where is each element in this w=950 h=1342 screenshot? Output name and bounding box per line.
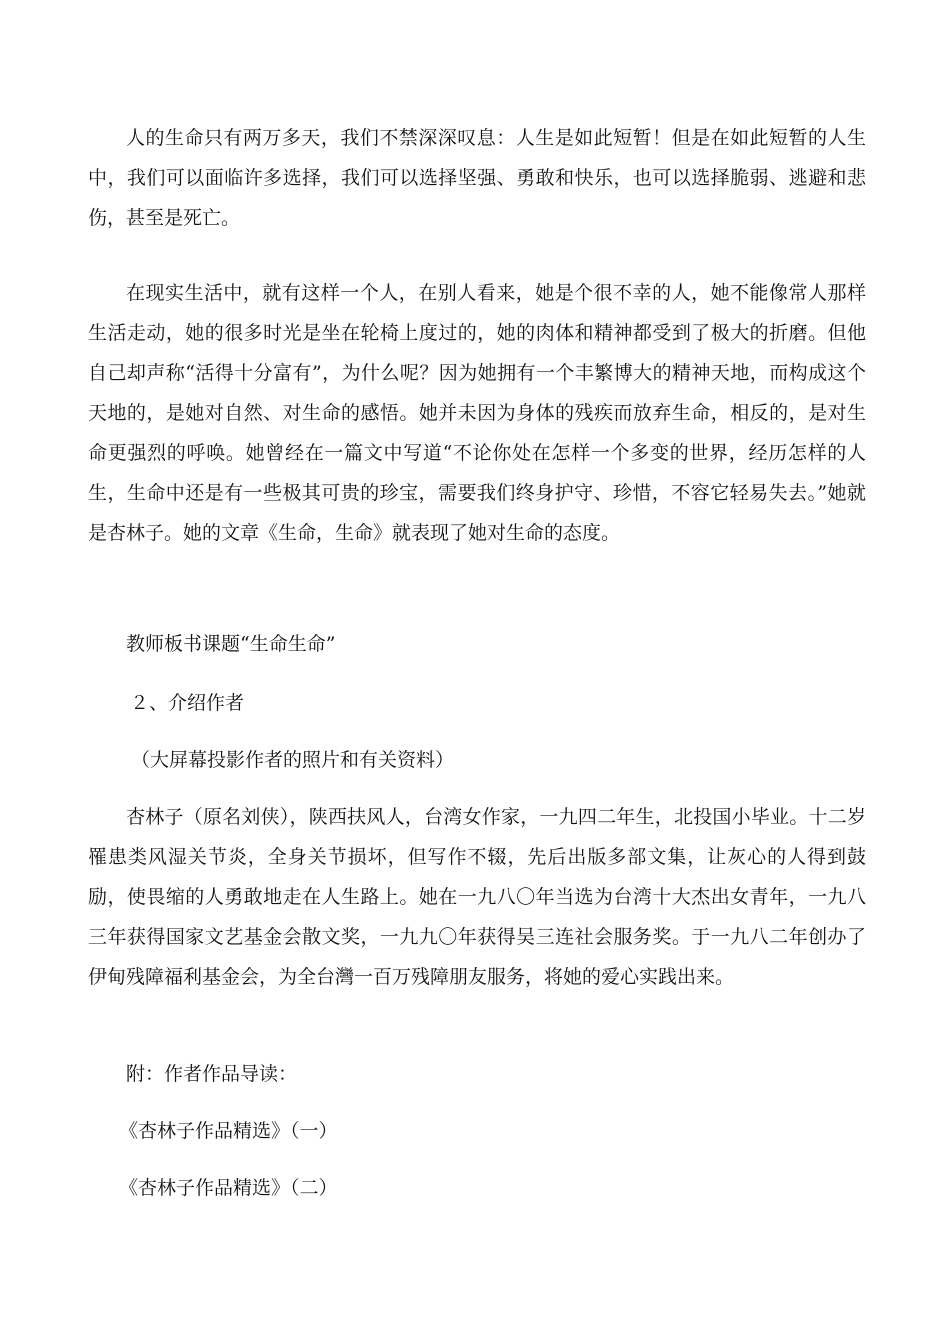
reading-item-1: 《杏林子作品精选》（一）	[119, 1120, 338, 1142]
board-title-line: 教师板书课题“生命生命”	[126, 633, 336, 655]
story-paragraph: 在现实生活中，就有这样一个人，在别人看来，她是个很不幸的人，她不能像常人那样生活走动，她的很多时光是坐在轮椅上度过的，她的肉体和精神都受到了极大的折磨。但他自己却声称“活得十分富有”，为什么呢？因为她拥有一个丰繁博大的精神天地，而构成这个天地的，是她对自然、对生命的感悟。她并未因为身体的残疾而放弃生命，相反的，是对生命更强烈的呼唤。她曾经在一篇文中写道“不论你处在怎样一个多变的世界，经历怎样的人生，生命中还是有一些极其可贵的珍宝，需要我们终身护守、珍惜，不容它轻易失去。”她就是杏林子。她的文章《生命，生命》就表现了她对生命的态度。	[88, 282, 866, 544]
reading-item-2: 《杏林子作品精选》（二）	[119, 1177, 338, 1199]
author-bio-paragraph: 杏林子（原名刘侠），陕西扶风人，台湾女作家，一九四二年生，北投国小毕业。十二岁罹患类风湿关节炎，全身关节损坏，但写作不辍，先后出版多部文集，让灰心的人得到鼓励，使畏缩的人勇敢地走在人生路上。她在一九八〇年当选为台湾十大杰出女青年，一九八三年获得国家文艺基金会散文奖，一九九〇年获得吴三连社会服务奖。于一九八二年创办了伊甸残障福利基金会，为全台灣一百万残障朋友服务，将她的爱心实践出来。	[88, 806, 866, 988]
appendix-heading: 附：作者作品导读：	[126, 1063, 298, 1085]
intro-paragraph: 人的生命只有两万多天，我们不禁深深叹息：人生是如此短暂！但是在如此短暂的人生中，我们可以面临许多选择，我们可以选择坚强、勇敢和快乐，也可以选择脆弱、逃避和悲伤，甚至是死亡。	[88, 127, 866, 229]
section-heading-author: ２、介绍作者	[130, 692, 245, 714]
projection-note: （大屏幕投影作者的照片和有关资料）	[131, 749, 455, 771]
